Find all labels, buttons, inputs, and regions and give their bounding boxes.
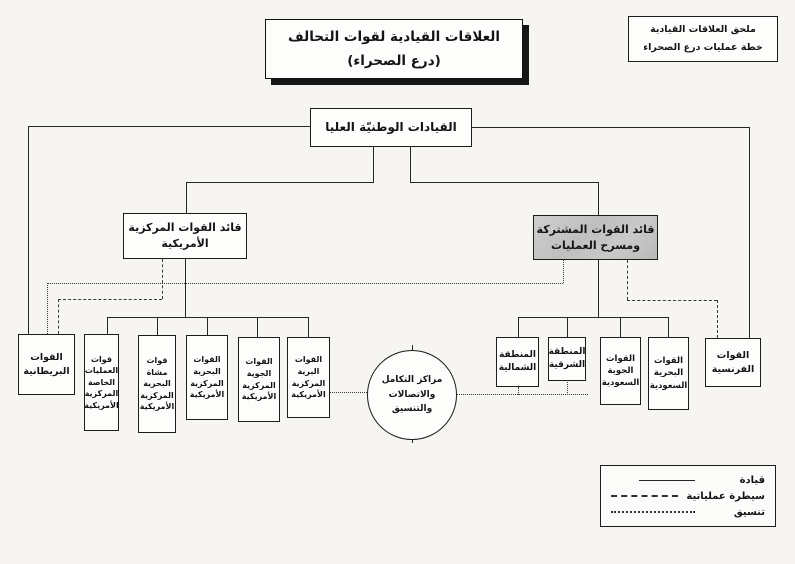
opcon-centcom-h [58,299,162,300]
connector-branch-right-h [410,182,599,183]
legend [600,465,776,527]
annex-note-line1: ملحق العلاقات القيادية [650,23,756,35]
connector-centcom-bus [107,317,309,318]
connector-to-centcom [186,182,187,213]
node-label: قوات مشاة البحرية المركزية الأمريكية [139,356,175,412]
stub-afcent [257,317,258,337]
coord-northern-stub [518,387,519,395]
node-label: القوات البرية المركزية الأمريكية [291,355,326,400]
legend-dotted-line-sample [611,511,695,513]
opcon-joint-down [627,260,628,300]
connector-centcom-down [185,258,186,317]
node-us-naval-forces [186,335,228,420]
coord-to-british [47,283,48,334]
stub-saudi-air [620,317,621,337]
node-label: القوات الجوية المركزية الأمريكية [241,357,277,402]
node-label: القوات البحرية المركزية الأمريكية [189,355,225,400]
legend-dashed-line-sample [611,495,678,497]
coord-to-joint [563,260,564,283]
node-label: مراكز التكامل والاتصالات والتنسيق [381,375,443,415]
stub-socent [107,317,108,334]
stub-northern [518,317,519,337]
node-us-central-command [123,213,247,259]
legend-row-coordination [611,507,765,518]
node-us-marine-forces [138,335,176,433]
node-coordination-centers-circle [367,350,457,440]
coord-arcent-to-circle [330,392,367,393]
node-label: القوات البريطانية [23,351,70,377]
opcon-to-british [58,299,59,334]
connector-national-to-british-v [28,126,29,334]
node-label: القوات البحرية السعودية [649,356,688,391]
node-label: المنطقة الشرقية [548,346,586,370]
node-label: القوات الفرنسية [711,349,755,375]
node-label: قوات العمليات الخاصة المركزية الأمريكية [84,354,119,410]
connector-national-stub-right [410,146,411,182]
node-french-forces [705,338,761,387]
stub-saudi-navy [668,317,669,337]
node-us-air-forces [238,337,280,422]
connector-branch-left-h [186,182,374,183]
connector-national-to-british-h [28,126,310,127]
diagram-title-line1: العلاقات القيادية لقوات التحالف [288,28,500,45]
connector-joint-down [598,259,599,317]
connector-to-joint [598,182,599,215]
node-label: المنطقة الشمالية [498,349,537,373]
connector-national-to-french-v [749,127,750,338]
annex-note [628,16,778,62]
opcon-joint-h [627,300,717,301]
node-saudi-air-forces [600,337,641,405]
stub-marcent [157,317,158,335]
node-label: القيادات الوطنيّة العليا [325,119,457,134]
stub-eastern [567,317,568,337]
legend-label-opcon: سيطرة عملياتية [686,490,765,502]
diagram-title [265,19,523,79]
node-supreme-national-commands [310,108,472,147]
node-label: قائد القوات المركزية الأمريكية [128,221,242,250]
legend-label-command: قيادة [739,474,765,486]
node-northern-area [496,337,539,387]
node-joint-forces-theater-commander [533,215,658,260]
node-british-forces [18,334,75,395]
legend-label-coordination: تنسيق [733,506,765,518]
node-label: القوات الجوية السعودية [601,353,640,389]
stub-arcent [308,317,309,337]
node-us-special-ops-forces [84,334,119,431]
opcon-to-french [717,300,718,338]
node-eastern-area [548,337,586,381]
node-us-army-forces [287,337,330,418]
stub-navcent [207,317,208,335]
connector-joint-bus [518,317,668,318]
node-label: قائد القوات المشتركة ومسرح العمليات [536,222,655,252]
connector-national-stub-left [373,146,374,182]
node-saudi-naval-forces [648,337,689,410]
connector-national-to-french-h [472,127,749,128]
coord-long-h [47,283,563,284]
legend-row-command [611,475,765,486]
legend-row-opcon [611,491,765,502]
opcon-centcom-down [162,259,163,299]
coord-eastern-stub [567,380,568,395]
diagram-title-line2: (درع الصحراء) [347,53,441,69]
coord-circle-to-areas [457,394,588,395]
annex-note-line2: خطة عمليات درع الصحراء [643,42,763,53]
legend-solid-line-sample [639,480,695,481]
